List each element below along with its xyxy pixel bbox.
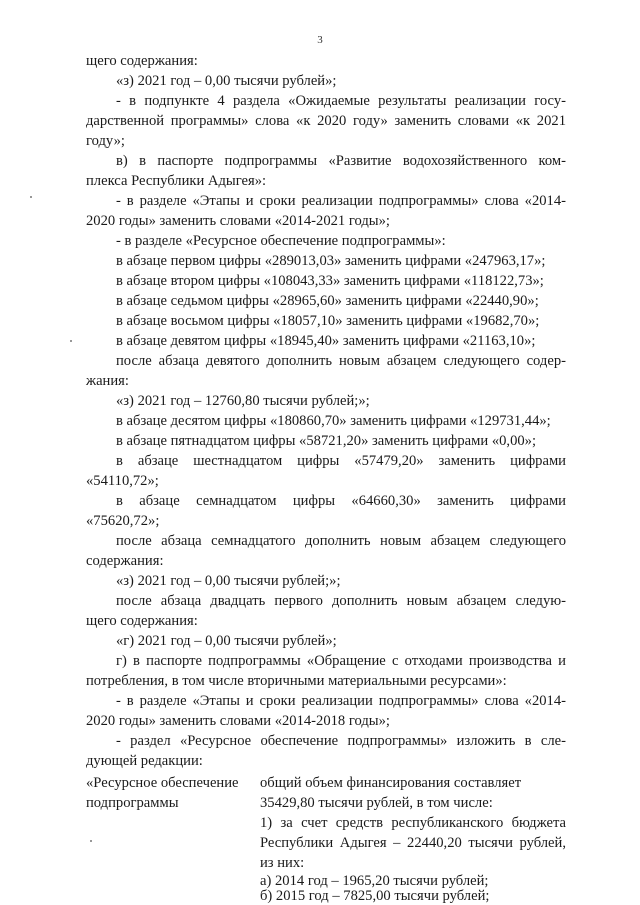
text-line: - в разделе «Ресурсное обеспечение подпрограммы»:: [116, 233, 446, 249]
text-line: г) в паспорте подпрограммы «Обращение с отходами производства и: [116, 653, 566, 669]
table-left-cell: подпрограммы: [86, 795, 179, 811]
text-line: плекса Республики Адыгея»:: [86, 173, 267, 189]
text-line: в абзаце десятом цифры «180860,70» заменить цифрами «129731,44»;: [116, 413, 551, 429]
text-line: - в подпункте 4 раздела «Ожидаемые результаты реализации госу-: [116, 93, 566, 109]
scan-speck: [90, 840, 92, 842]
text-line: «з) 2021 год – 12760,80 тысячи рублей;»;: [116, 393, 370, 409]
text-line: в абзаце втором цифры «108043,33» заменить цифрами «118122,73»;: [116, 273, 544, 289]
text-line: щего содержания:: [86, 53, 198, 69]
table-right-cell: Республики Адыгея – 22440,20 тысячи рублей,: [260, 835, 566, 851]
text-line: «75620,72»;: [86, 513, 160, 529]
table-right-cell: общий объем финансирования составляет: [260, 775, 522, 791]
text-line: потребления, в том числе вторичными материальными ресурсами»:: [86, 673, 507, 689]
text-line: после абзаца девятого дополнить новым абзацем следующего содер-: [116, 353, 566, 369]
scan-speck: [30, 196, 32, 198]
page-number: 3: [317, 34, 323, 46]
text-line: 2020 годы» заменить словами «2014-2021 годы»;: [86, 213, 390, 229]
text-line: - в разделе «Этапы и сроки реализации подпрограммы» слова «2014-: [116, 193, 566, 209]
text-line: после абзаца двадцать первого дополнить новым абзацем следую-: [116, 593, 566, 609]
table-right-cell: 35429,80 тысячи рублей, в том числе:: [260, 795, 493, 811]
text-line: «54110,72»;: [86, 473, 159, 489]
text-line: - раздел «Ресурсное обеспечение подпрограммы» изложить в сле-: [116, 733, 566, 749]
text-line: в абзаце семнадцатом цифры «64660,30» заменить цифрами: [116, 493, 566, 509]
table-right-cell: а) 2014 год – 1965,20 тысячи рублей;: [260, 873, 489, 889]
text-line: содержания:: [86, 553, 164, 569]
text-line: в абзаце пятнадцатом цифры «58721,20» заменить цифрами «0,00»;: [116, 433, 537, 449]
text-line: 2020 годы» заменить словами «2014-2018 годы»;: [86, 713, 390, 729]
text-line: в абзаце первом цифры «289013,03» заменить цифрами «247963,17»;: [116, 253, 546, 269]
table-right-cell: из них:: [260, 855, 305, 871]
table-left-cell: «Ресурсное обеспечение: [86, 775, 239, 791]
text-line: в абзаце восьмом цифры «18057,10» заменить цифрами «19682,70»;: [116, 313, 540, 329]
text-line: году»;: [86, 133, 125, 149]
text-line: - в разделе «Этапы и сроки реализации подпрограммы» слова «2014-: [116, 693, 566, 709]
text-line: в абзаце шестнадцатом цифры «57479,20» заменить цифрами: [116, 453, 566, 469]
text-line: «г) 2021 год – 0,00 тысячи рублей»;: [116, 633, 337, 649]
text-line: «з) 2021 год – 0,00 тысячи рублей;»;: [116, 573, 341, 589]
table-right-cell: б) 2015 год – 7825,00 тысячи рублей;: [260, 888, 490, 904]
text-line: в абзаце седьмом цифры «28965,60» заменить цифрами «22440,90»;: [116, 293, 539, 309]
text-line: дующей редакции:: [86, 753, 203, 769]
text-line: дарственной программы» слова «к 2020 году» заменить словами «к 2021: [86, 113, 566, 129]
table-right-cell: 1) за счет средств республиканского бюджета: [260, 815, 566, 831]
text-line: в абзаце девятом цифры «18945,40» заменить цифрами «21163,10»;: [116, 333, 536, 349]
scan-speck: [70, 340, 72, 342]
text-line: в) в паспорте подпрограммы «Развитие водохозяйственного ком-: [116, 153, 566, 169]
text-line: жания:: [86, 373, 129, 389]
text-line: после абзаца семнадцатого дополнить новым абзацем следующего: [116, 533, 566, 549]
text-line: «з) 2021 год – 0,00 тысячи рублей»;: [116, 73, 337, 89]
text-line: щего содержания:: [86, 613, 198, 629]
